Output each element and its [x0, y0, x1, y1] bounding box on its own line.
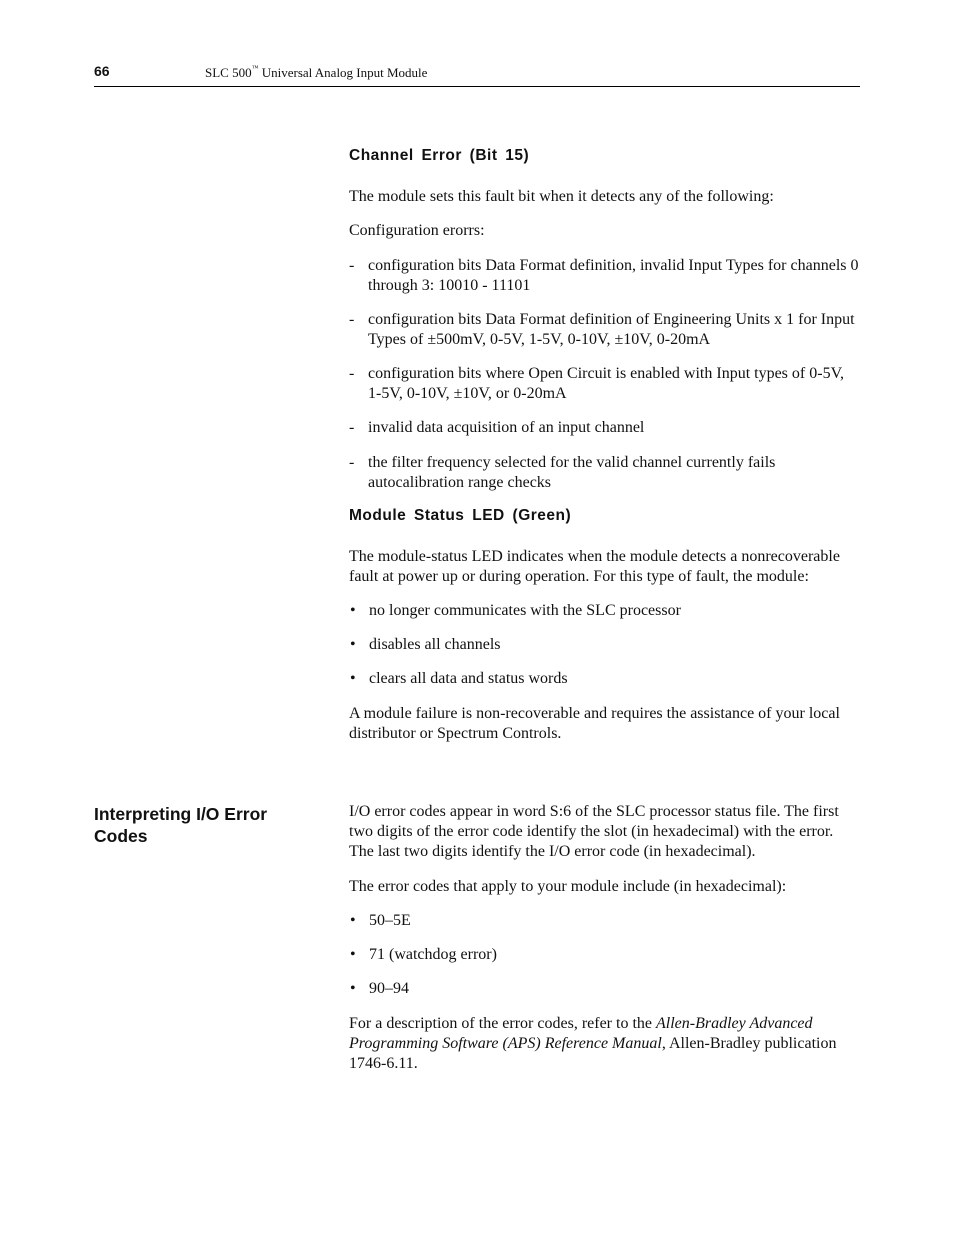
list-item: • disables all channels — [350, 636, 501, 653]
dash-mark: - — [349, 257, 355, 274]
section-heading-io-error-codes: Interpreting I/O Error Codes — [94, 804, 268, 846]
list-item: • 50–5E — [350, 912, 411, 929]
list-item: - the filter frequency selected for the valid channel currently fails autocalibration range checks — [349, 454, 776, 491]
io-error-para-2: The error codes that apply to your module include (in hexadecimal): — [349, 878, 787, 895]
list-item: - invalid data acquisition of an input channel — [349, 419, 645, 436]
dash-mark: - — [349, 454, 355, 471]
io-error-para-1: I/O error codes appear in word S:6 of the SLC processor status file. The first two digits of the error code identify the slot (in hexadecimal) with the error. The last two digits identify the I/O error code (in hexadecimal). — [349, 803, 839, 860]
page-header — [94, 62, 860, 87]
module-status-intro: The module-status LED indicates when the module detects a nonrecoverable fault at power up or during operation. For this type of fault, the module: — [349, 548, 840, 585]
list-item: - configuration bits where Open Circuit is enabled with Input types of 0-5V, 1-5V, 0-10V, ±10V, or 0-20mA — [349, 365, 845, 402]
running-title-main: SLC 500 — [205, 65, 252, 80]
page-number: 66 — [94, 63, 110, 79]
list-item: • clears all data and status words — [350, 670, 568, 687]
bullet-mark: • — [350, 636, 356, 653]
reference-manual-title: Allen-Bradley Advanced Programming Software (APS) Reference Manual — [349, 1015, 813, 1052]
running-title-rest: Universal Analog Input Module — [258, 65, 428, 80]
bullet-mark: • — [350, 946, 356, 963]
heading-module-status-led: Module Status LED (Green) — [349, 507, 572, 524]
list-item: • no longer communicates with the SLC processor — [350, 602, 681, 619]
configuration-errors-label: Configuration erorrs: — [349, 222, 485, 239]
bullet-mark: • — [350, 602, 356, 619]
list-item: - configuration bits Data Format definition, invalid Input Types for channels 0 through 3: 10010 - 11101 — [349, 257, 859, 294]
reference-suffix: , Allen-Bradley publication 1746-6.11. — [349, 1035, 837, 1072]
reference-paragraph — [349, 1014, 861, 1074]
bullet-mark: • — [350, 912, 356, 929]
channel-error-intro: The module sets this fault bit when it detects any of the following: — [349, 188, 774, 205]
bullet-mark: • — [350, 980, 356, 997]
list-item: • 71 (watchdog error) — [350, 946, 497, 963]
dash-mark: - — [349, 365, 355, 382]
main-column — [349, 146, 861, 1074]
heading-channel-error: Channel Error (Bit 15) — [349, 147, 530, 164]
reference-prefix: For a description of the error codes, refer to the — [349, 1015, 656, 1032]
list-item: - configuration bits Data Format definition of Engineering Units x 1 for Input Types of ±500mV, 0-5V, 1-5V, 0-10V, ±10V, 0-20mA — [349, 311, 855, 348]
bullet-mark: • — [350, 670, 356, 687]
running-title — [205, 65, 427, 81]
module-failure-note: A module failure is non-recoverable and requires the assistance of your local distributor or Spectrum Controls. — [349, 705, 840, 742]
dash-mark: - — [349, 419, 355, 436]
trademark-mark: ™ — [251, 64, 259, 72]
dash-mark: - — [349, 311, 355, 328]
list-item: • 90–94 — [350, 980, 409, 997]
